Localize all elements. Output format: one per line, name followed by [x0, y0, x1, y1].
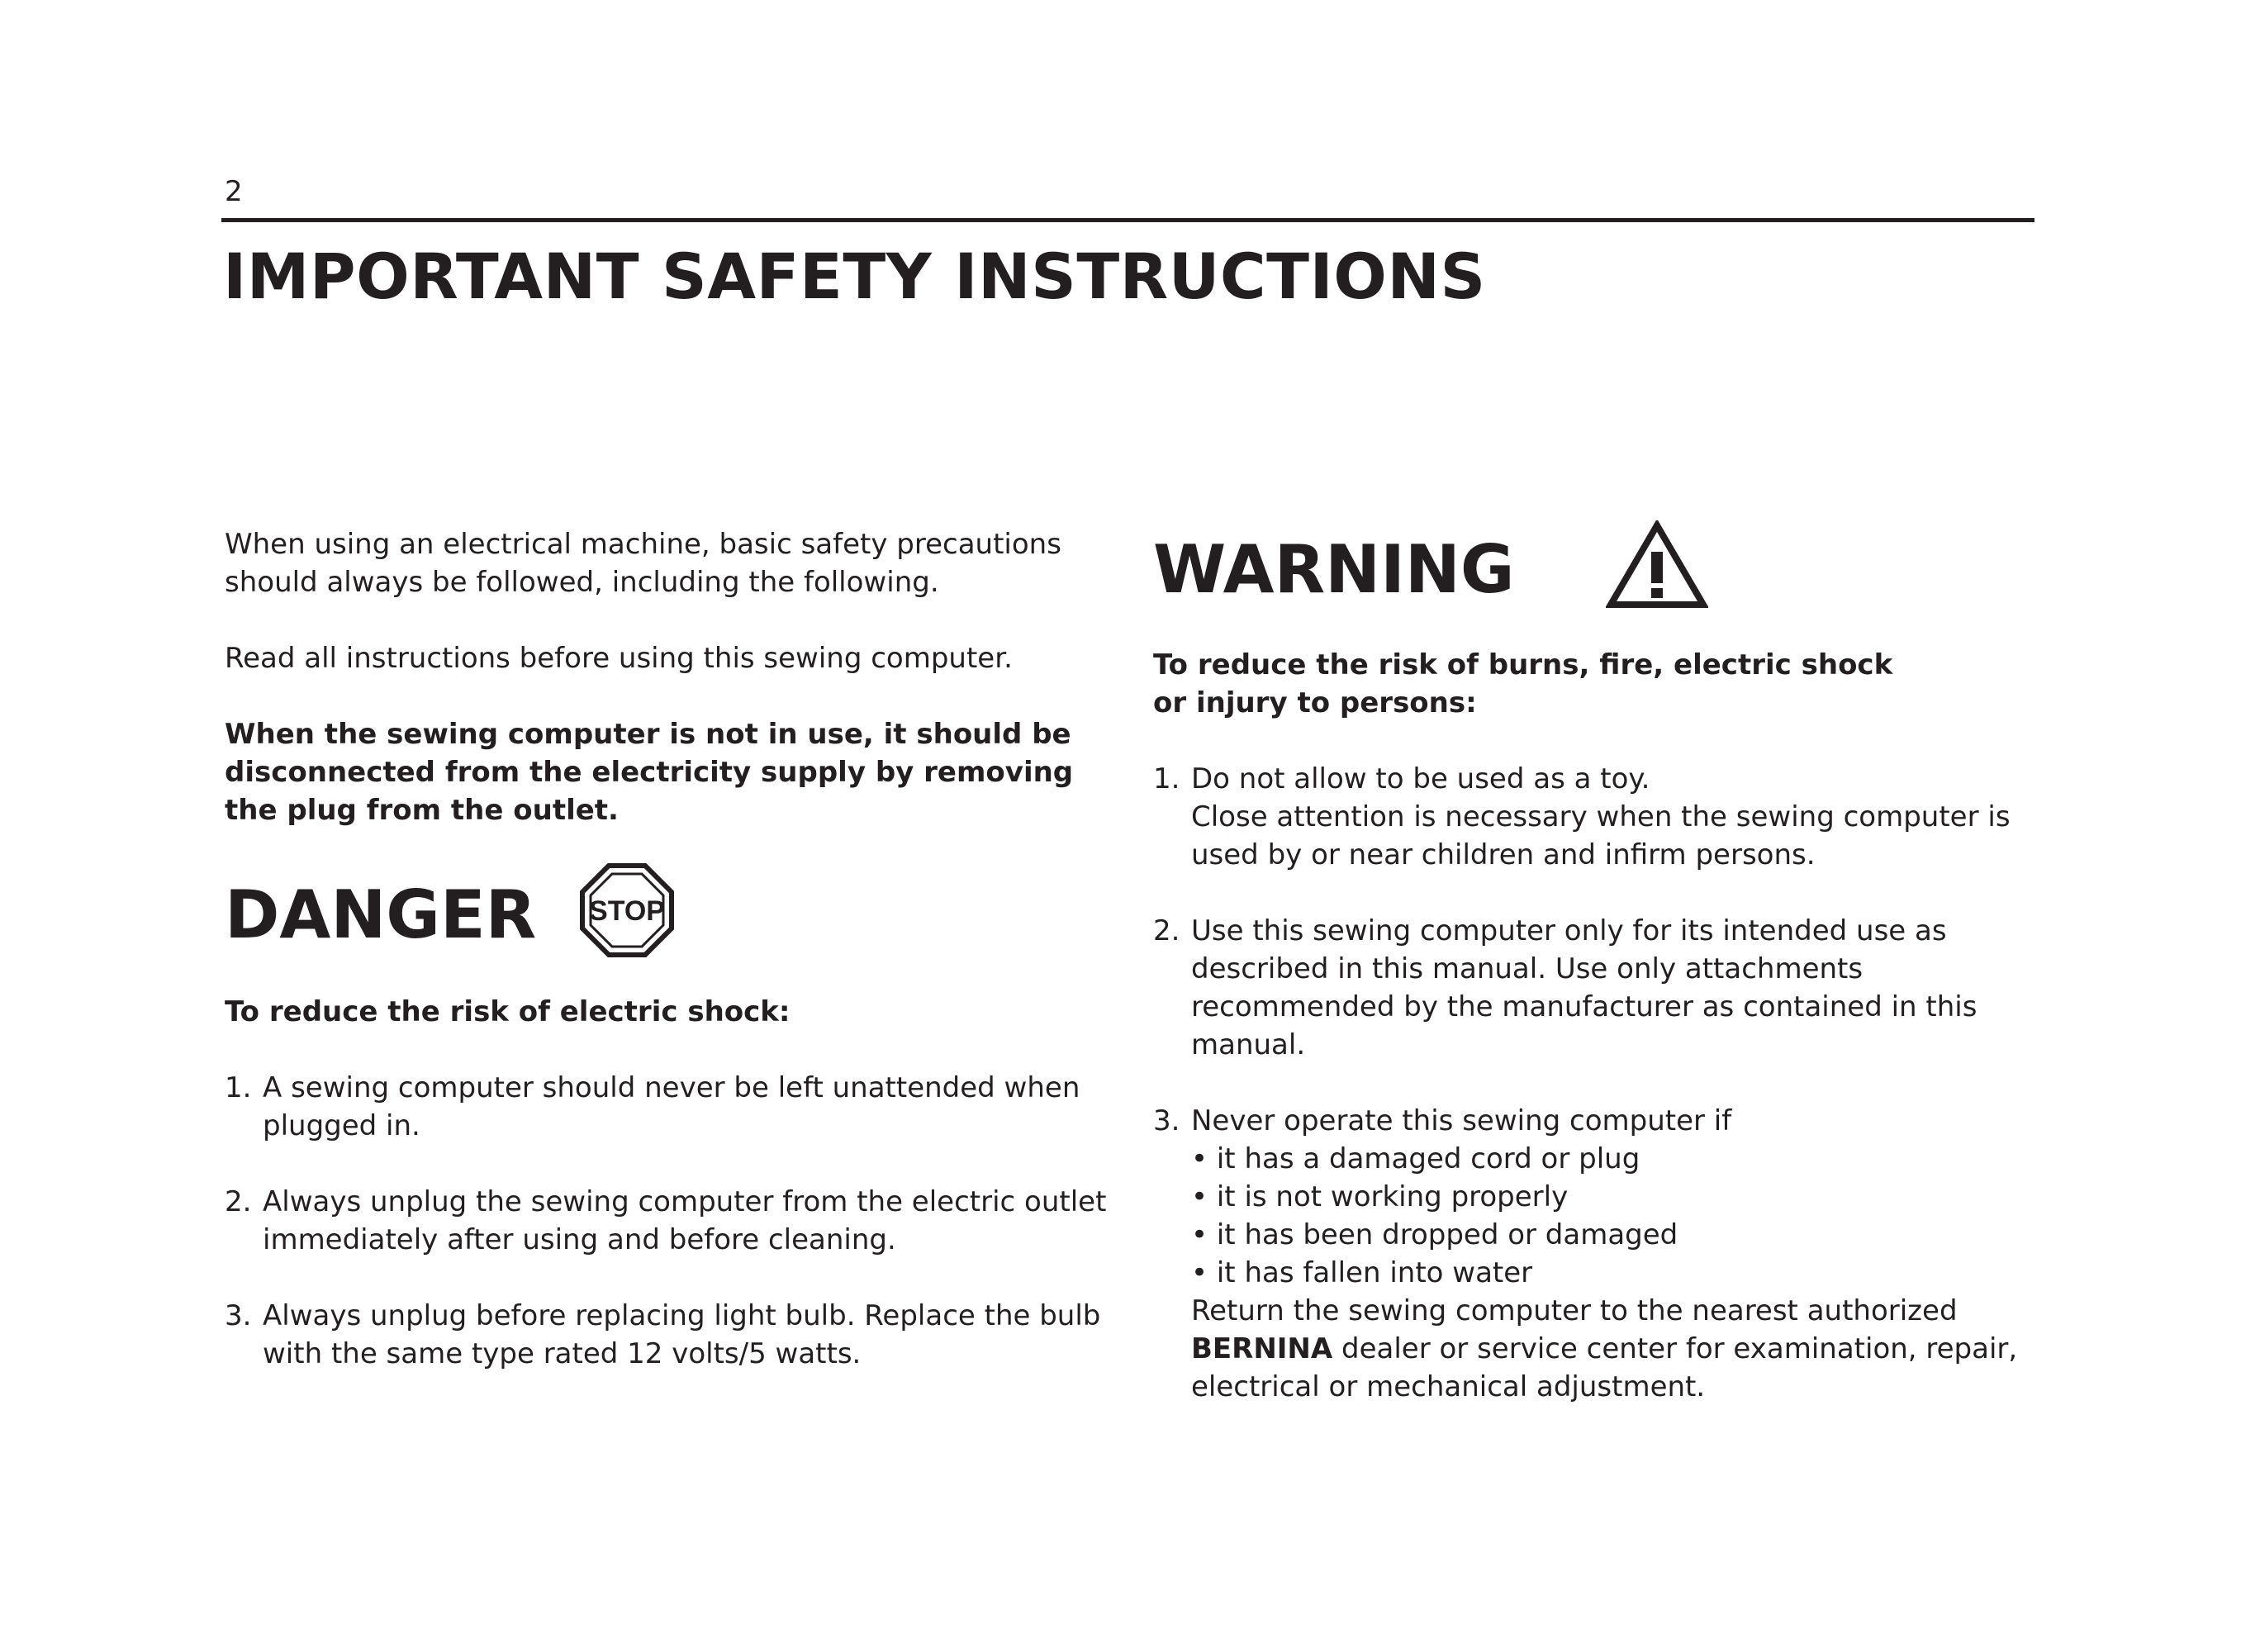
list-item-number: 3.	[1153, 1104, 1180, 1137]
page-title: IMPORTANT SAFETY INSTRUCTIONS	[223, 240, 1486, 313]
list-item	[225, 1183, 1125, 1259]
danger-subheading: To reduce the risk of electric shock:	[225, 995, 791, 1028]
list-item-text: Close attention is necessary when the sewing computer is used by or near children and infirm persons.	[1191, 800, 2011, 871]
danger-list	[225, 1069, 1125, 1373]
brand-name: BERNINA	[1191, 1332, 1333, 1365]
list-item	[1153, 912, 2053, 1064]
list-item	[1153, 1102, 2053, 1406]
right-column	[1153, 520, 2053, 1406]
bullet-item: • it is not working properly	[1191, 1180, 1569, 1213]
list-item	[1153, 760, 2053, 874]
warning-list	[1153, 760, 2053, 1406]
bullet-item: • it has a damaged cord or plug	[1191, 1142, 1640, 1175]
return-instructions-line: Return the sewing computer to the nearest authorized	[1191, 1294, 1958, 1327]
stop-sign-text: STOP	[589, 895, 666, 927]
list-item	[225, 1069, 1125, 1145]
left-column	[225, 525, 1125, 1373]
disconnect-note: When the sewing computer is not in use, it should be disconnected from the electricity supply by removing the plug from the outlet.	[225, 718, 1074, 827]
bullet-item: • it has been dropped or damaged	[1191, 1218, 1678, 1251]
bullet-item: • it has fallen into water	[1191, 1256, 1533, 1289]
list-item-number: 1.	[1153, 762, 1180, 795]
danger-heading-row	[225, 862, 1125, 968]
warning-heading: WARNING	[1153, 531, 1515, 608]
list-item-number: 2.	[1153, 914, 1180, 947]
header-rule	[221, 218, 2034, 222]
list-item-text: Use this sewing computer only for its intended use as described in this manual. Use only attachments recommended by the manufacturer as contained in this manual.	[1191, 914, 1977, 1061]
warning-heading-row	[1153, 520, 2053, 620]
read-instructions-paragraph: Read all instructions before using this sewing computer.	[225, 642, 1013, 675]
list-item-number: 2.	[225, 1185, 252, 1218]
list-item-text: Always unplug before replacing light bulb. Replace the bulb with the same type rated 12 volts/5 watts.	[263, 1299, 1101, 1370]
warning-subheading: To reduce the risk of burns, fire, electric shock or injury to persons:	[1153, 648, 1893, 719]
intro-paragraph: When using an electrical machine, basic safety precautions should always be followed, including the following.	[225, 528, 1061, 599]
list-item	[225, 1297, 1125, 1373]
danger-heading: DANGER	[225, 876, 537, 953]
list-item-number: 3.	[225, 1299, 252, 1332]
list-item-text: Never operate this sewing computer if	[1191, 1104, 1732, 1137]
list-item-text: Do not allow to be used as a toy.	[1191, 762, 1650, 795]
list-item-number: 1.	[225, 1071, 252, 1104]
stop-sign-icon	[579, 862, 675, 968]
list-item-text: A sewing computer should never be left unattended when plugged in.	[263, 1071, 1080, 1142]
return-instructions-text: dealer or service center for examination, repair, electrical or mechanical adjustment.	[1191, 1332, 2018, 1403]
list-item-text: Always unplug the sewing computer from the electric outlet immediately after using and before cleaning.	[263, 1185, 1107, 1256]
warning-triangle-icon	[1606, 520, 1708, 620]
page-number: 2	[225, 175, 243, 208]
